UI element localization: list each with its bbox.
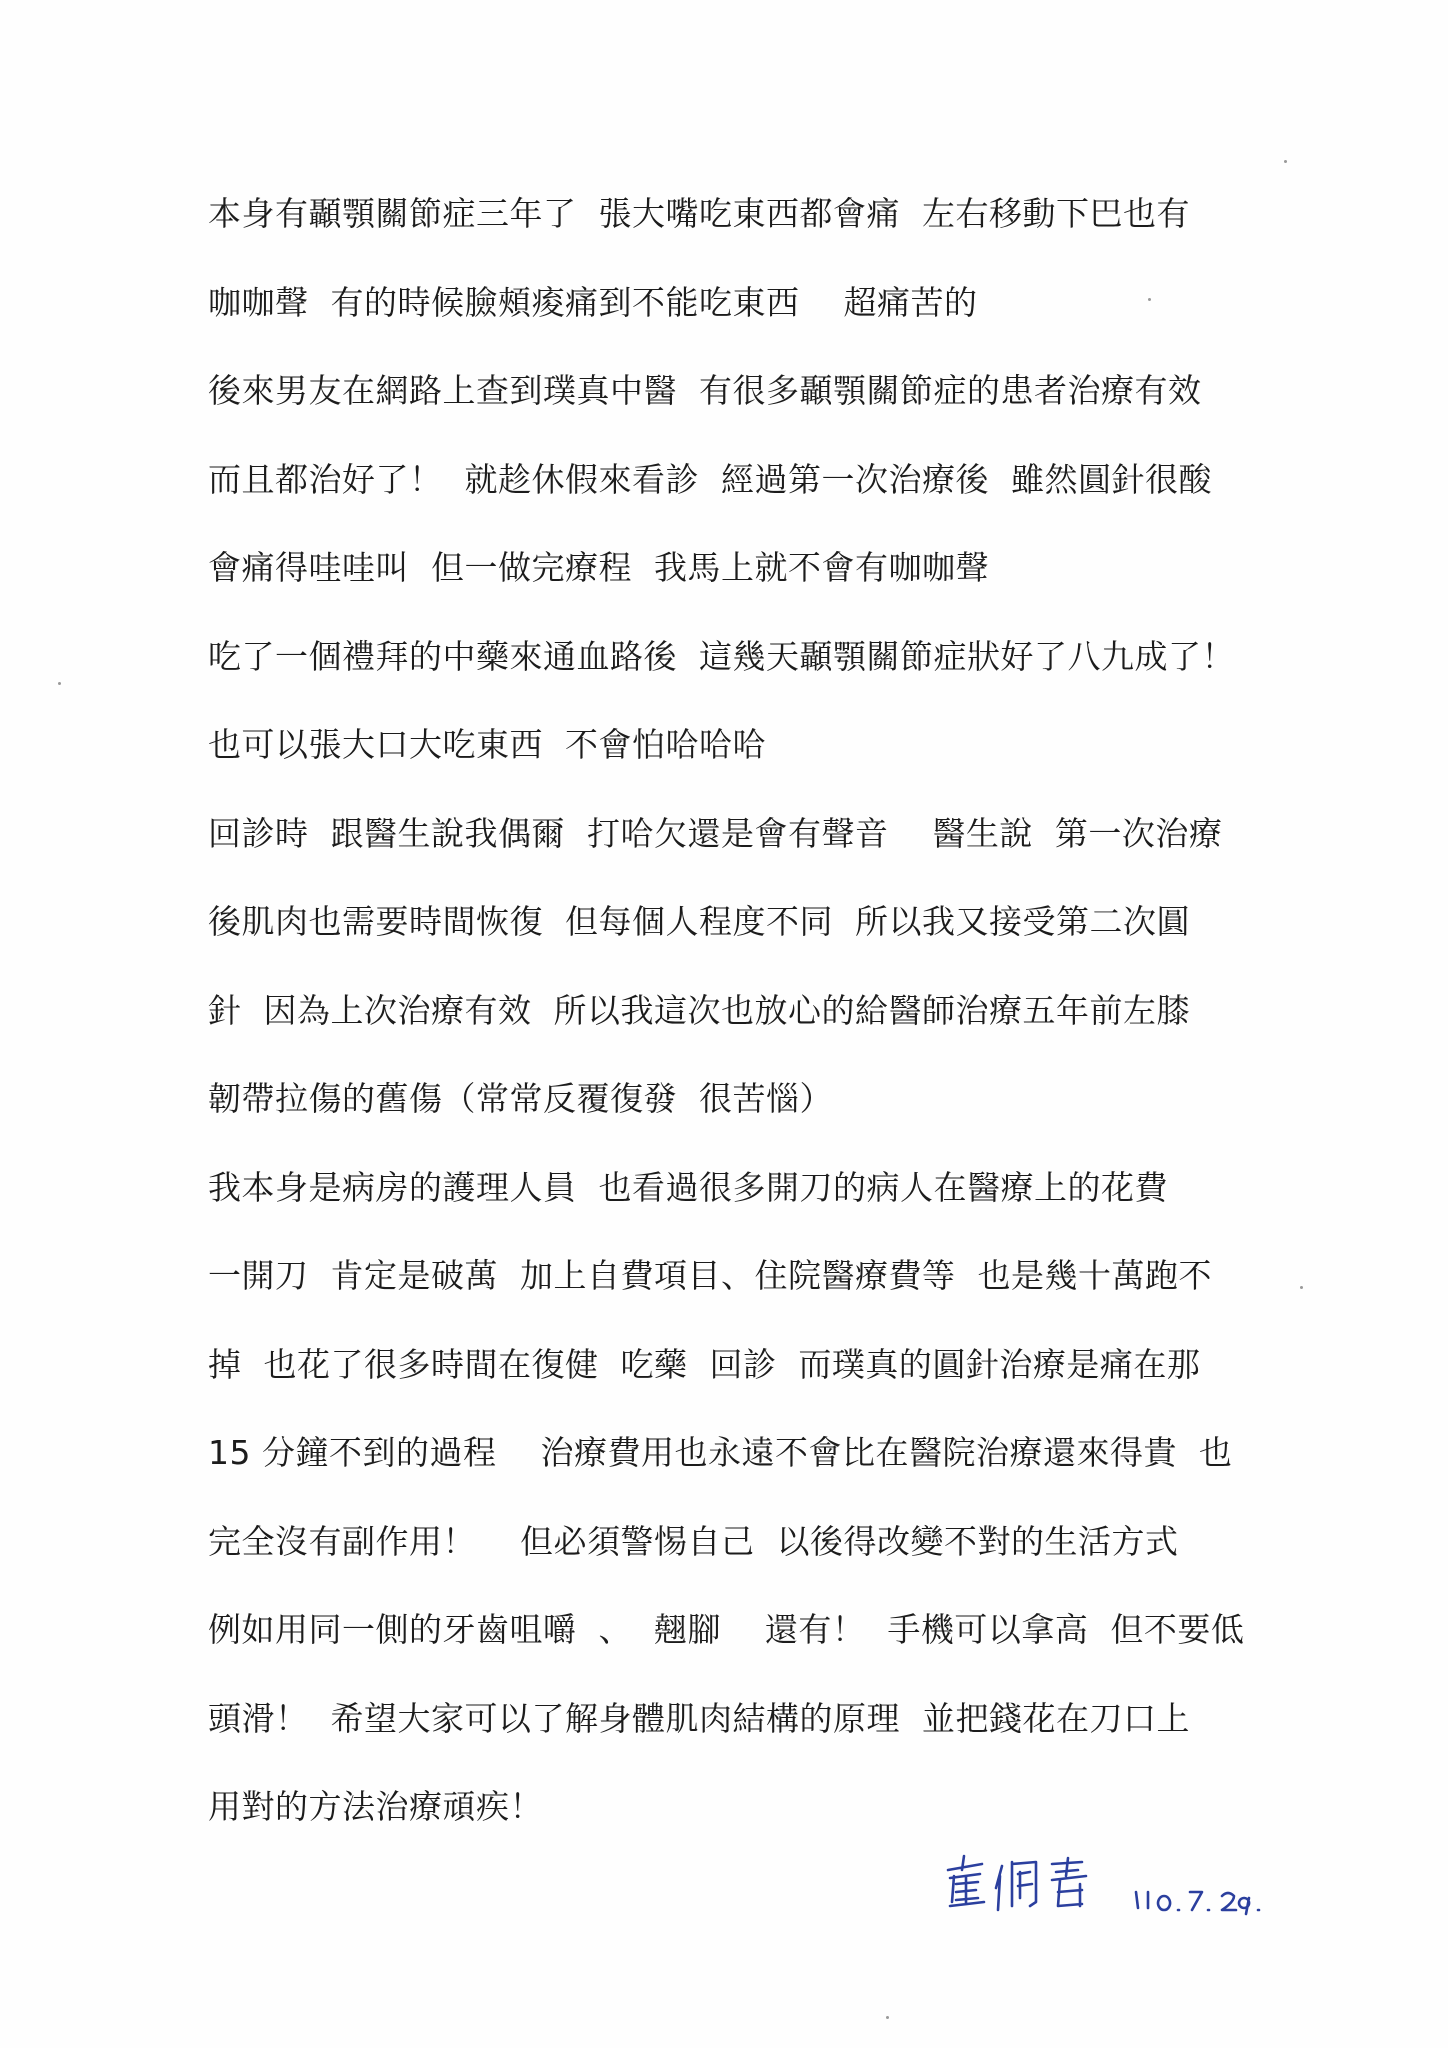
text-line-9: 後肌肉也需要時間恢復 但每個人程度不同 所以我又接受第二次圓 (208, 902, 1190, 941)
text-line-12: 我本身是病房的護理人員 也看過很多開刀的病人在醫療上的花費 (208, 1167, 1168, 1207)
scan-speck (1300, 1286, 1303, 1289)
scan-speck (1284, 160, 1287, 163)
scan-speck (58, 682, 61, 685)
text-line-13: 一開刀 肯定是破萬 加上自費項目、住院醫療費等 也是幾十萬跑不 (208, 1256, 1212, 1295)
text-line-8: 回診時 跟醫生說我偶爾 打哈欠還是會有聲音 醫生說 第一次治療 (208, 813, 1223, 853)
text-line-15: 15 分鐘不到的過程 治療費用也永遠不會比在醫院治療還來得貴 也 (208, 1433, 1233, 1472)
text-line-1: 本身有顳顎關節症三年了 張大嘴吃東西都會痛 左右移動下巴也有 (208, 194, 1190, 233)
scan-speck (886, 2016, 889, 2019)
text-line-5: 會痛得哇哇叫 但一做完療程 我馬上就不會有咖咖聲 (208, 548, 989, 587)
text-line-7: 也可以張大口大吃東西 不會怕哈哈哈 (208, 725, 766, 764)
text-line-11: 韌帶拉傷的舊傷（常常反覆復發 很苦惱） (208, 1079, 833, 1118)
text-line-16: 完全沒有副作用！ 但必須警惕自己 以後得改變不對的生活方式 (208, 1521, 1179, 1561)
text-line-18: 頭滑！ 希望大家可以了解身體肌肉結構的原理 並把錢花在刀口上 (208, 1698, 1190, 1738)
text-line-4: 而且都治好了！ 就趁休假來看診 經過第一次治療後 雖然圓針很酸 (208, 459, 1212, 499)
text-line-17: 例如用同一側的牙齒咀嚼 、 翹腳 還有！ 手機可以拿高 但不要低 (208, 1610, 1245, 1649)
text-line-3: 後來男友在網路上查到璞真中醫 有很多顳顎關節症的患者治療有效 (208, 371, 1202, 410)
text-line-19: 用對的方法治療頑疾！ (208, 1787, 543, 1826)
handwritten-signature (940, 1840, 1320, 1930)
text-line-10: 針 因為上次治療有效 所以我這次也放心的給醫師治療五年前左膝 (208, 990, 1190, 1030)
text-line-14: 掉 也花了很多時間在復健 吃藥 回診 而璞真的圓針治療是痛在那 (208, 1344, 1201, 1384)
text-line-2: 咖咖聲 有的時候臉頰痠痛到不能吃東西 超痛苦的 (208, 282, 978, 322)
text-line-6: 吃了一個禮拜的中藥來通血路後 這幾天顳顎關節症狀好了八九成了！ (208, 636, 1235, 676)
scan-speck (1148, 298, 1151, 301)
testimonial-body (208, 190, 1298, 1872)
